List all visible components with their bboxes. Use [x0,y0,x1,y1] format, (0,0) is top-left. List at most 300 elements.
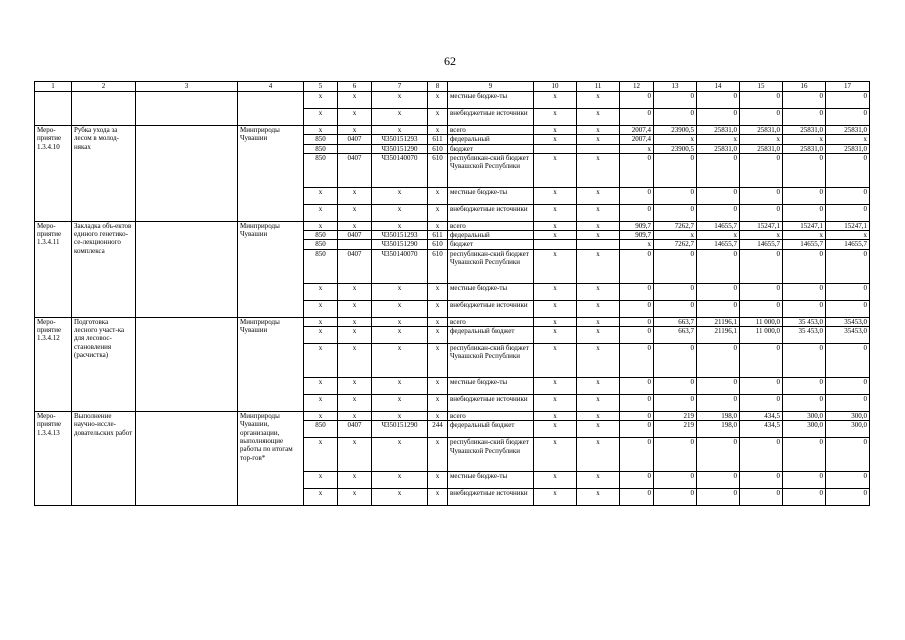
col-10-cell: х [534,489,577,506]
col-11-cell: х [577,472,620,489]
column-number: 16 [783,82,826,92]
funding-source-cell: местные бюдже-ты [448,92,534,109]
code-target-cell: х [372,126,428,135]
code-section-cell: х [338,187,372,204]
y2023-cell: 25831,0 [783,126,826,135]
code-target-cell: х [372,438,428,472]
y2023-cell: 0 [783,187,826,204]
column-number: 2 [72,82,136,92]
y2022-cell: 0 [740,249,783,283]
y2024-cell: 14655,7 [826,240,870,249]
column-number: 13 [654,82,697,92]
col-10-cell: х [534,92,577,109]
code-section-cell: 0407 [338,421,372,438]
code-section-cell: х [338,109,372,126]
y2023-cell: 0 [783,153,826,187]
col-11-cell: х [577,135,620,144]
column-number: 6 [338,82,372,92]
funding-source-cell: местные бюдже-ты [448,187,534,204]
funding-source-cell: республикан-ский бюджет Чувашской Республики [448,153,534,187]
col-11-cell [577,240,620,249]
y2024-cell: х [826,135,870,144]
col-11-cell: х [577,344,620,378]
y2021-cell: 14655,7 [697,221,740,230]
y2020-cell: 0 [654,187,697,204]
y2020-cell: 0 [654,153,697,187]
column-number: 12 [620,82,654,92]
code-expense-cell: х [428,344,448,378]
code-target-cell: х [372,221,428,230]
y2020-cell: 0 [654,92,697,109]
y2023-cell: 300,0 [783,412,826,421]
y2021-cell: 0 [697,109,740,126]
y2019-cell: 0 [620,421,654,438]
code-expense-cell: х [428,204,448,221]
col-11-cell: х [577,489,620,506]
code-expense-cell: х [428,378,448,395]
y2021-cell: 0 [697,204,740,221]
funding-source-cell: внебюджетные источники [448,395,534,412]
code-grbs-cell: 850 [304,135,338,144]
y2019-cell: 0 [620,489,654,506]
code-expense-cell: х [428,92,448,109]
code-section-cell: х [338,395,372,412]
y2020-cell: 23900,5 [654,144,697,153]
code-expense-cell: 610 [428,144,448,153]
col-10-cell: х [534,378,577,395]
col-11-cell: х [577,283,620,300]
y2023-cell: 0 [783,249,826,283]
executor-cell: Минприроды Чувашии [238,317,304,411]
y2019-cell: 909,7 [620,221,654,230]
code-target-cell: х [372,92,428,109]
y2019-cell: 2007,4 [620,135,654,144]
funding-source-cell: внебюджетные источники [448,109,534,126]
col-10-cell: х [534,249,577,283]
y2023-cell: 0 [783,204,826,221]
y2021-cell: 0 [697,249,740,283]
code-target-cell: х [372,109,428,126]
y2021-cell: 0 [697,378,740,395]
y2022-cell: 0 [740,92,783,109]
program-cell [136,221,238,317]
y2019-cell: 0 [620,412,654,421]
code-grbs-cell: х [304,317,338,326]
code-grbs-cell: 850 [304,144,338,153]
code-expense-cell: 610 [428,240,448,249]
code-grbs-cell: х [304,395,338,412]
col-11-cell: х [577,92,620,109]
y2022-cell: 434,5 [740,421,783,438]
measure-title-cell: Закладка объ-ектов единого генетико-се-лекционного комплекса [72,221,136,317]
funding-source-cell: местные бюдже-ты [448,283,534,300]
column-number: 7 [372,82,428,92]
code-target-cell: Ч350151290 [372,240,428,249]
y2020-cell: 663,7 [654,327,697,344]
funding-source-cell: федеральный бюджет [448,421,534,438]
code-grbs-cell: х [304,378,338,395]
col-11-cell: х [577,109,620,126]
code-expense-cell: х [428,317,448,326]
executor-cell [238,92,304,126]
y2023-cell: 14655,7 [783,240,826,249]
y2019-cell: 0 [620,187,654,204]
col-10-cell: х [534,472,577,489]
funding-source-cell: внебюджетные источники [448,204,534,221]
funding-source-cell: внебюджетные источники [448,489,534,506]
y2022-cell: 0 [740,472,783,489]
code-target-cell: х [372,204,428,221]
code-grbs-cell: 850 [304,231,338,240]
y2023-cell: 25831,0 [783,144,826,153]
y2019-cell: 0 [620,395,654,412]
y2020-cell: 23900,5 [654,126,697,135]
code-target-cell: х [372,283,428,300]
y2020-cell: 0 [654,300,697,317]
col-10-cell: х [534,109,577,126]
y2021-cell: 0 [697,283,740,300]
y2023-cell: 35 453,0 [783,327,826,344]
y2022-cell: 0 [740,187,783,204]
y2021-cell: 21196,1 [697,317,740,326]
y2021-cell: 0 [697,344,740,378]
y2020-cell: х [654,135,697,144]
funding-source-cell: местные бюдже-ты [448,472,534,489]
y2024-cell: 35453,0 [826,317,870,326]
code-expense-cell: х [428,489,448,506]
col-11-cell: х [577,231,620,240]
y2019-cell: 0 [620,92,654,109]
measure-title-cell: Рубка ухода за лесом в молод-няках [72,126,136,222]
col-11-cell: х [577,438,620,472]
code-expense-cell: х [428,109,448,126]
code-section-cell: х [338,489,372,506]
funding-source-cell: внебюджетные источники [448,300,534,317]
measure-number-cell: Меро-приятие 1.3.4.12 [35,317,72,411]
column-number: 11 [577,82,620,92]
y2023-cell: 0 [783,283,826,300]
code-section-cell: х [338,221,372,230]
y2023-cell: 0 [783,489,826,506]
y2019-cell: 0 [620,472,654,489]
column-number: 14 [697,82,740,92]
column-number: 15 [740,82,783,92]
y2024-cell: х [826,231,870,240]
code-expense-cell: 244 [428,421,448,438]
y2022-cell: 11 000,0 [740,317,783,326]
col-11-cell: х [577,249,620,283]
code-target-cell: х [372,344,428,378]
col-11-cell: х [577,204,620,221]
code-target-cell: Ч350151290 [372,144,428,153]
code-grbs-cell: х [304,187,338,204]
y2020-cell: 0 [654,249,697,283]
col-11-cell: х [577,187,620,204]
funding-source-cell: республикан-ский бюджет Чувашской Республики [448,249,534,283]
executor-cell: Минприроды Чувашии [238,126,304,222]
col-10-cell: х [534,300,577,317]
y2020-cell: 0 [654,489,697,506]
funding-source-cell: всего [448,412,534,421]
y2021-cell: 0 [697,300,740,317]
col-11-cell: х [577,126,620,135]
y2019-cell: 909,7 [620,231,654,240]
y2022-cell: 0 [740,153,783,187]
code-grbs-cell: х [304,300,338,317]
code-section-cell: х [338,438,372,472]
executor-cell: Минприроды Чувашии, организации, выполняющие работы по итогам тор-гов* [238,412,304,506]
y2024-cell: 0 [826,249,870,283]
y2019-cell: х [620,144,654,153]
col-11-cell: х [577,378,620,395]
y2020-cell: 0 [654,344,697,378]
code-grbs-cell: х [304,327,338,344]
col-10-cell: х [534,204,577,221]
funding-source-cell: всего [448,221,534,230]
code-expense-cell: х [428,126,448,135]
y2024-cell: 0 [826,109,870,126]
code-grbs-cell: х [304,489,338,506]
y2023-cell: 0 [783,472,826,489]
y2024-cell: 25831,0 [826,126,870,135]
code-grbs-cell: х [304,204,338,221]
code-section-cell [338,240,372,249]
y2024-cell: 0 [826,300,870,317]
col-11-cell: х [577,412,620,421]
y2021-cell: 0 [697,395,740,412]
code-target-cell: х [372,317,428,326]
y2022-cell: 25831,0 [740,144,783,153]
y2022-cell: 0 [740,438,783,472]
col-10-cell: х [534,327,577,344]
y2023-cell: 0 [783,438,826,472]
code-grbs-cell: х [304,283,338,300]
y2024-cell: 0 [826,472,870,489]
code-target-cell: Ч350151293 [372,135,428,144]
col-10-cell: х [534,317,577,326]
y2020-cell: 219 [654,421,697,438]
table-row [35,317,870,326]
code-section-cell: х [338,126,372,135]
col-10-cell [534,144,577,153]
y2022-cell: 11 000,0 [740,327,783,344]
program-cell [136,317,238,411]
y2022-cell: х [740,231,783,240]
y2020-cell: 0 [654,204,697,221]
measure-number-cell: Меро-приятие 1.3.4.13 [35,412,72,506]
y2024-cell: 0 [826,344,870,378]
column-number: 8 [428,82,448,92]
code-section-cell: х [338,92,372,109]
code-expense-cell: х [428,472,448,489]
y2021-cell: 0 [697,438,740,472]
y2021-cell: х [697,135,740,144]
table-row [35,412,870,421]
col-11-cell: х [577,395,620,412]
col-11-cell [577,144,620,153]
code-section-cell: х [338,378,372,395]
y2023-cell: 35 453,0 [783,317,826,326]
code-expense-cell: 611 [428,231,448,240]
y2021-cell: 198,0 [697,421,740,438]
y2019-cell: 0 [620,153,654,187]
y2024-cell: 300,0 [826,412,870,421]
funding-source-cell: федеральный бюджет [448,327,534,344]
y2024-cell: 0 [826,489,870,506]
column-number: 4 [238,82,304,92]
code-grbs-cell: х [304,438,338,472]
y2021-cell: 14655,7 [697,240,740,249]
funding-source-cell: республикан-ский бюджет Чувашской Республики [448,438,534,472]
y2019-cell: 0 [620,249,654,283]
y2023-cell: х [783,231,826,240]
header-row [35,82,870,92]
budget-table [34,81,870,506]
y2022-cell: 14655,7 [740,240,783,249]
y2019-cell: х [620,240,654,249]
measure-number-cell [35,92,72,126]
y2019-cell: 0 [620,317,654,326]
col-10-cell: х [534,221,577,230]
funding-source-cell: федеральный [448,231,534,240]
code-expense-cell: х [428,438,448,472]
column-number: 3 [136,82,238,92]
y2022-cell: 0 [740,378,783,395]
code-expense-cell: х [428,221,448,230]
y2020-cell: х [654,231,697,240]
funding-source-cell: бюджет [448,240,534,249]
measure-number-cell: Меро-приятие 1.3.4.10 [35,126,72,222]
y2024-cell: 0 [826,378,870,395]
code-grbs-cell: х [304,92,338,109]
program-cell [136,412,238,506]
code-section-cell: х [338,283,372,300]
col-10-cell: х [534,153,577,187]
y2020-cell: 219 [654,412,697,421]
table-row [35,221,870,230]
funding-source-cell: всего [448,317,534,326]
column-number: 10 [534,82,577,92]
col-10-cell: х [534,395,577,412]
code-target-cell: х [372,395,428,412]
code-grbs-cell: х [304,412,338,421]
program-cell [136,92,238,126]
col-10-cell [534,240,577,249]
code-section-cell: х [338,472,372,489]
code-target-cell: Ч350140070 [372,153,428,187]
y2019-cell: 0 [620,327,654,344]
y2022-cell: 0 [740,344,783,378]
code-target-cell: х [372,378,428,395]
code-expense-cell: х [428,327,448,344]
y2022-cell: 25831,0 [740,126,783,135]
y2019-cell: 0 [620,300,654,317]
code-grbs-cell: 850 [304,249,338,283]
program-cell [136,126,238,222]
y2024-cell: 300,0 [826,421,870,438]
y2021-cell: 25831,0 [697,126,740,135]
code-grbs-cell: х [304,126,338,135]
col-11-cell: х [577,421,620,438]
y2023-cell: х [783,135,826,144]
y2022-cell: 15247,1 [740,221,783,230]
code-expense-cell: 611 [428,135,448,144]
y2021-cell: 0 [697,187,740,204]
code-section-cell: х [338,327,372,344]
y2019-cell: 0 [620,438,654,472]
code-expense-cell: 610 [428,153,448,187]
col-10-cell: х [534,126,577,135]
code-section-cell: х [338,412,372,421]
funding-source-cell: республикан-ский бюджет Чувашской Республики [448,344,534,378]
code-grbs-cell: 850 [304,240,338,249]
funding-source-cell: всего [448,126,534,135]
y2023-cell: 15247,1 [783,221,826,230]
y2022-cell: 0 [740,489,783,506]
code-target-cell: Ч350151293 [372,231,428,240]
y2023-cell: 0 [783,344,826,378]
y2024-cell: 0 [826,92,870,109]
measure-title-cell: Подготовка лесного участ-ка для лесовос-становления (расчистка) [72,317,136,411]
column-number: 9 [448,82,534,92]
measure-number-cell: Меро-приятие 1.3.4.11 [35,221,72,317]
y2019-cell: 0 [620,378,654,395]
column-number: 1 [35,82,72,92]
code-target-cell: х [372,300,428,317]
y2021-cell: 0 [697,153,740,187]
code-grbs-cell: х [304,221,338,230]
y2022-cell: 0 [740,395,783,412]
y2020-cell: 0 [654,109,697,126]
column-number: 17 [826,82,870,92]
y2024-cell: 0 [826,204,870,221]
col-10-cell: х [534,421,577,438]
y2019-cell: 2007,4 [620,126,654,135]
code-section-cell: х [338,317,372,326]
y2022-cell: 0 [740,204,783,221]
code-target-cell: х [372,412,428,421]
col-11-cell: х [577,153,620,187]
code-section-cell: 0407 [338,153,372,187]
funding-source-cell: федеральный [448,135,534,144]
col-10-cell: х [534,438,577,472]
y2021-cell: 25831,0 [697,144,740,153]
measure-title-cell [72,92,136,126]
y2019-cell: 0 [620,344,654,378]
y2024-cell: 0 [826,153,870,187]
code-section-cell: 0407 [338,135,372,144]
code-target-cell: Ч350151290 [372,421,428,438]
col-10-cell: х [534,412,577,421]
code-expense-cell: х [428,187,448,204]
code-expense-cell: х [428,283,448,300]
y2019-cell: 0 [620,283,654,300]
page-number: 62 [444,54,456,68]
y2020-cell: 0 [654,395,697,412]
funding-source-cell: местные бюдже-ты [448,378,534,395]
y2020-cell: 0 [654,283,697,300]
y2024-cell: 25831,0 [826,144,870,153]
code-expense-cell: х [428,300,448,317]
code-section-cell: х [338,204,372,221]
code-section-cell: х [338,344,372,378]
col-10-cell: х [534,135,577,144]
table-row [35,92,870,109]
executor-cell: Минприроды Чувашии [238,221,304,317]
y2023-cell: 300,0 [783,421,826,438]
code-section-cell: х [338,300,372,317]
y2022-cell: 0 [740,109,783,126]
